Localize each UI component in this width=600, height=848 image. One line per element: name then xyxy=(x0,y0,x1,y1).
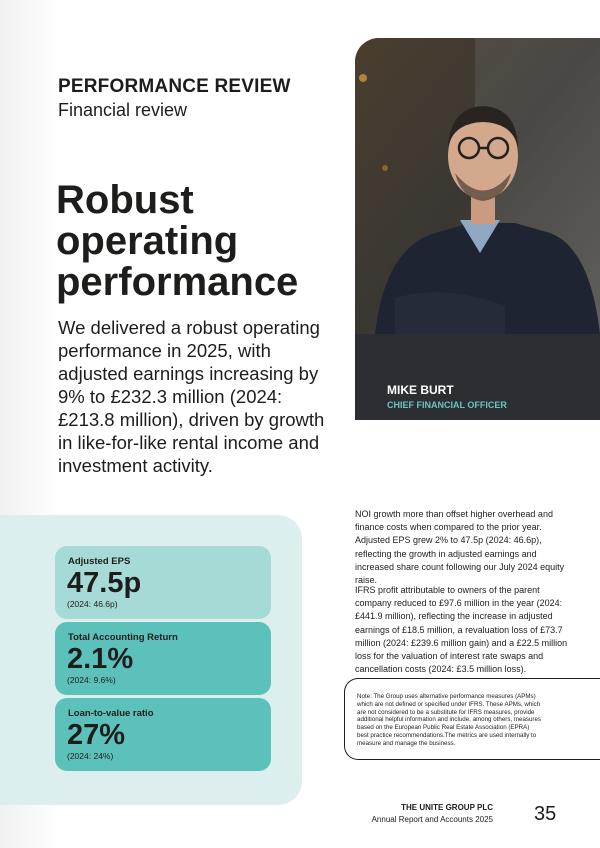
cfo-portrait-card xyxy=(355,38,600,420)
kpi-value: 2.1% xyxy=(67,643,134,675)
kpi-value: 47.5p xyxy=(67,567,142,599)
person-name: MIKE BURT xyxy=(387,383,454,397)
kpi-label: Loan-to-value ratio xyxy=(68,708,154,719)
body-paragraph: IFRS profit attributable to owners of the parent company reduced to £97.6 million in the year (2024: £441.9 million), reflecting the increase in adjusted earnings of £18.5 million, a revaluation loss of £73.7 million (2024: £239.6 million gain) and a £22.5 million loss for the valuation of interest rate swaps and cancellation costs (2024: £3.5 million loss). xyxy=(355,585,568,675)
section-title: PERFORMANCE REVIEW xyxy=(58,76,291,97)
footer-report-title: Annual Report and Accounts 2025 xyxy=(371,815,493,824)
apm-note-box xyxy=(344,678,600,760)
kpi-prior-year: (2024: 24%) xyxy=(67,751,114,761)
kpi-label: Adjusted EPS xyxy=(68,556,131,567)
kpi-value: 27% xyxy=(67,719,126,751)
body-paragraph: NOI growth more than offset higher overhead and finance costs when compared to the prior year. Adjusted EPS grew 2% to 47.5p (2024: 46.6p), reflecting the growth in adjusted earnings and increased share count following our July 2024 equity raise. xyxy=(355,509,565,586)
lede-paragraph: We delivered a robust operating performance in 2025, with adjusted earnings increasing by 9% to £232.3 million (2024: £213.8 million), driven by growth in like-for-like rental income and investment activity. xyxy=(58,317,325,476)
apm-note-text: Note: The Group uses alternative performance measures (APMs) which are not defined or specified under IFRS. These APMs, which are not considered to be a substitute for IFRS measures, provide additional helpful information and include, among others, measures based on the European Public Real Estate Association (EPRA) best practice recommendations.The metrics are used internally to measure and manage the business. xyxy=(357,693,542,747)
cfo-portrait-photo xyxy=(355,38,600,334)
kpi-prior-year: (2024: 9.6%) xyxy=(67,675,116,685)
headline-line: Robust xyxy=(56,178,194,222)
kpi-prior-year: (2024: 46.6p) xyxy=(67,599,118,609)
footer-company: THE UNITE GROUP PLC xyxy=(401,803,493,812)
page-headline xyxy=(56,180,356,303)
page-number: 35 xyxy=(534,803,557,825)
headline-line: operating xyxy=(56,219,239,263)
kpi-card-loan-to-value xyxy=(55,698,271,771)
kpi-card-adjusted-eps xyxy=(55,546,271,619)
kpi-card-total-accounting-return xyxy=(55,622,271,695)
section-subtitle: Financial review xyxy=(58,100,188,120)
person-role: CHIEF FINANCIAL OFFICER xyxy=(387,400,507,410)
kpi-label: Total Accounting Return xyxy=(68,632,178,643)
portrait-caption xyxy=(355,334,600,420)
headline-line: performance xyxy=(56,260,299,304)
